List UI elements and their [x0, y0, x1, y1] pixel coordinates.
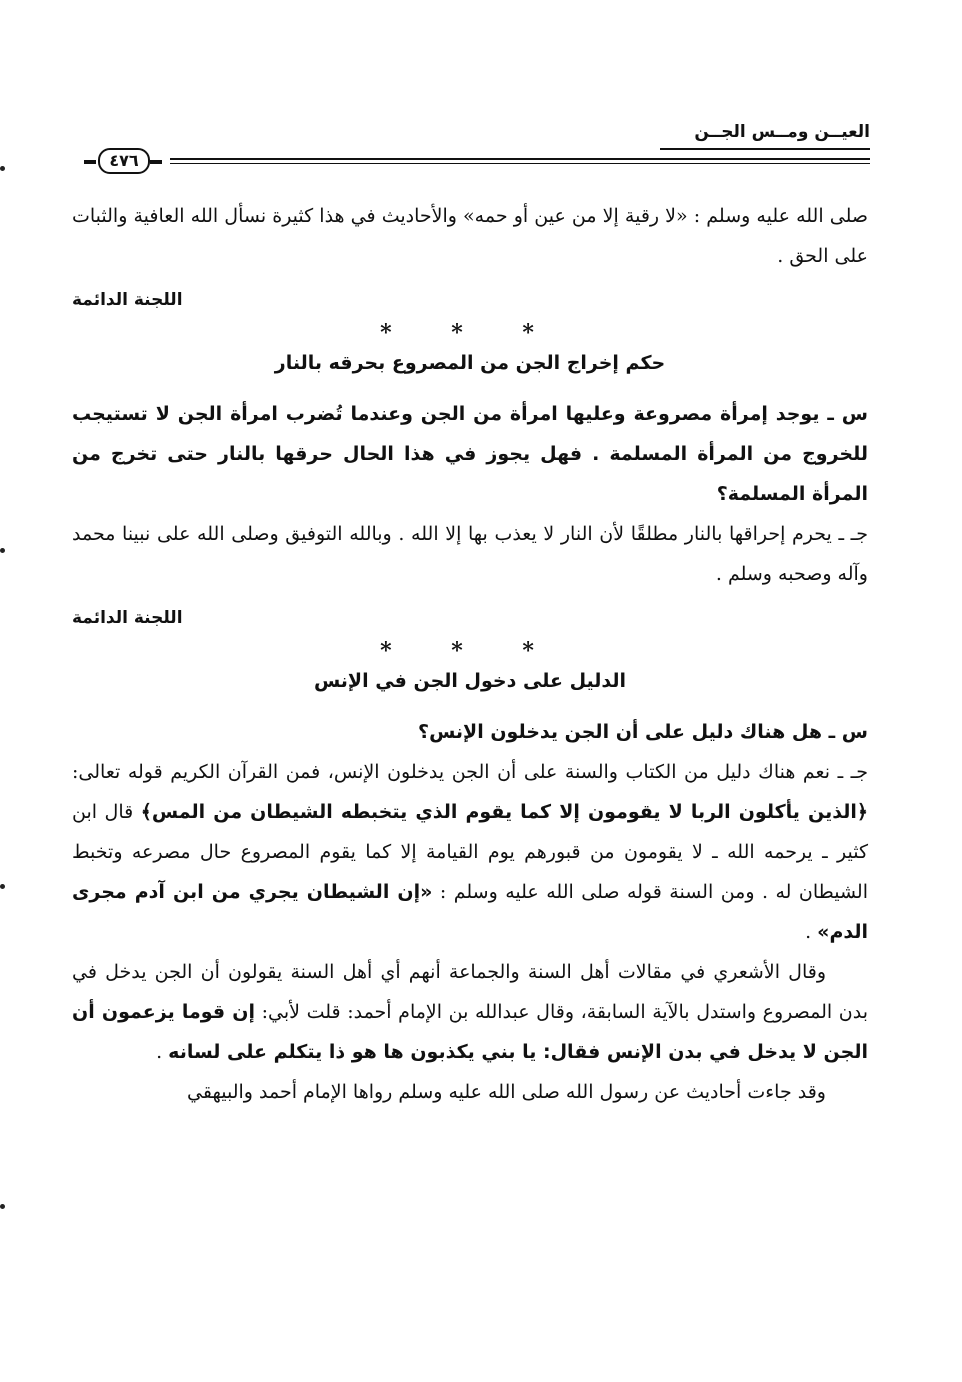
signature: اللجنة الدائمة	[72, 290, 183, 310]
paragraph: وقد جاءت أحاديث عن رسول الله صلى الله عليه وسلم رواها الإمام أحمد والبيهقي	[187, 1081, 826, 1103]
title-underline	[660, 148, 870, 150]
section-heading: الدليل على دخول الجن في الإنس	[313, 670, 627, 692]
paragraph: وقال الأشعري في مقالات أهل السنة والجماعة أنهم أي أهل السنة يقولون أن الجن يدخل في بدن المصروع واستدل بالآية السابقة، وقال عبدالله بن الإمام أحمد: قلت لأبي: إن قوما يزعمون أن الجن لا يدخل في بدن الإنس فقال: يا بني يكذبون ها هو ذا يتكلم على لسانه .	[72, 961, 869, 1063]
scan-edge-mark	[0, 884, 5, 889]
question: س ـ يوجد إمرأة مصروعة وعليها امرأة من الجن وعندما تُضرب امرأة الجن لا تستيجب للخروج من المرأة المسلمة . فهل يجوز في هذا الحال حرقها بالنار حتى تخرج من المرأة المسلمة؟	[72, 403, 868, 505]
page-body	[72, 196, 868, 1112]
quran-quote: ﴿الذين يأكلون الربا لا يقومون إلا كما يقوم الذي يتخبطه الشيطان من المس﴾	[140, 801, 868, 823]
quoted-statement: إن قوما يزعمون أن الجن لا يدخل في بدن الإنس فقال: يا بني يكذبون ها هو ذا يتكلم على لسانه	[72, 1001, 868, 1063]
signature: اللجنة الدائمة	[72, 608, 183, 628]
header-rule-thin	[170, 163, 870, 164]
running-header	[70, 118, 870, 178]
page-number: ٤٧٦	[98, 148, 150, 174]
answer: جـ ـ يحرم إحراقها بالنار مطلقًا لأن النار لا يعذب بها إلا الله . وبالله التوفيق وصلى الله على نبينا محمد وآله وصحبه وسلم .	[72, 523, 868, 585]
scan-edge-mark	[0, 166, 5, 171]
running-title: العيــن ومــس الجــن	[694, 122, 870, 142]
section-separator: * * *	[380, 638, 560, 664]
section-separator: * * *	[380, 320, 560, 346]
scan-edge-mark	[0, 548, 5, 553]
scan-edge-mark	[0, 1204, 5, 1209]
answer: جـ ـ نعم هناك دليل من الكتاب والسنة على أن الجن يدخلون الإنس، فمن القرآن الكريم قوله تعالى: ﴿الذين يأكلون الربا لا يقومون إلا كما يقوم الذي يتخبطه الشيطان من المس﴾ قال ابن كثير ـ يرحمه الله ـ لا يقومون من قبورهم يوم القيامة إلا كما يقوم المصروع حال مصرعه وتخبط الشيطان له . ومن السنة قوله صلى الله عليه وسلم : «إن الشيطان يجري من ابن آدم مجرى الدم» .	[72, 761, 868, 943]
hadith-quote: «إن الشيطان يجري من ابن آدم مجرى الدم»	[72, 881, 868, 943]
section-heading: حكم إخراج الجن من المصروع بحرقه بالنار	[274, 352, 666, 374]
page-number-badge	[84, 148, 162, 174]
paragraph: صلى الله عليه وسلم : «لا رقية إلا من عين أو حمه» والأحاديث في هذا كثيرة نسأل الله العافية والثبات على الحق .	[72, 205, 868, 267]
question: س ـ هل هناك دليل على أن الجن يدخلون الإنس؟	[418, 721, 868, 743]
header-rule	[170, 158, 870, 160]
